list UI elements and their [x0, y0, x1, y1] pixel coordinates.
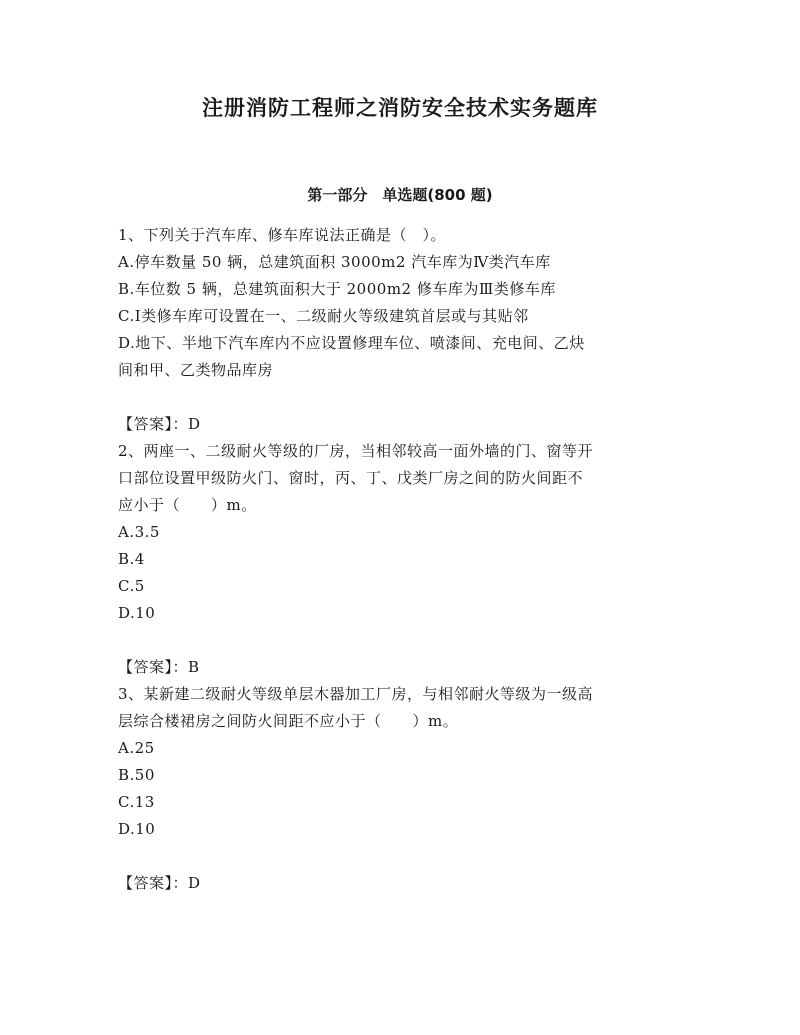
- option-c: C.5: [118, 577, 145, 595]
- section-heading: 第一部分 单选题(800 题): [307, 186, 493, 204]
- answer-line: 【答案】：D: [118, 415, 201, 433]
- option-a: A.25: [118, 739, 155, 757]
- option-c: C.13: [118, 793, 155, 811]
- question-1: [118, 222, 688, 438]
- option-a: A.3.5: [118, 523, 160, 541]
- option-d: D.10: [118, 820, 156, 838]
- answer-line: 【答案】：D: [118, 874, 201, 892]
- question-stem-line: 层综合楼裙房之间防火间距不应小于（ ）m。: [118, 712, 459, 730]
- question-3: [118, 681, 688, 897]
- option-b: B.车位数 5 辆，总建筑面积大于 2000m2 修车库为Ⅲ类修车库: [118, 280, 556, 298]
- option-d-continued: 间和甲、乙类物品库房: [118, 361, 274, 379]
- option-d: D.地下、半地下汽车库内不应设置修理车位、喷漆间、充电间、乙炔: [118, 334, 585, 352]
- option-d: D.10: [118, 604, 156, 622]
- option-a: A.停车数量 50 辆，总建筑面积 3000m2 汽车库为Ⅳ类汽车库: [118, 253, 551, 271]
- question-stem-line: 3、某新建二级耐火等级单层木器加工厂房，与相邻耐火等级为一级高: [118, 685, 594, 703]
- question-stem-line: 1、下列关于汽车库、修车库说法正确是（ ）。: [118, 226, 447, 244]
- question-2: [118, 438, 688, 681]
- question-stem-line: 2、两座一、二级耐火等级的厂房，当相邻较高一面外墙的门、窗等开: [118, 442, 594, 460]
- question-list: [118, 222, 688, 897]
- option-c: C.Ⅰ类修车库可设置在一、二级耐火等级建筑首层或与其贴邻: [118, 307, 529, 325]
- question-stem-line: 口部位设置甲级防火门、窗时，丙、丁、戊类厂房之间的防火间距不: [118, 469, 584, 487]
- option-b: B.4: [118, 550, 145, 568]
- answer-line: 【答案】：B: [118, 658, 200, 676]
- document-title: 注册消防工程师之消防安全技术实务题库: [202, 96, 598, 120]
- question-stem-line: 应小于（ ）m。: [118, 496, 257, 514]
- option-b: B.50: [118, 766, 155, 784]
